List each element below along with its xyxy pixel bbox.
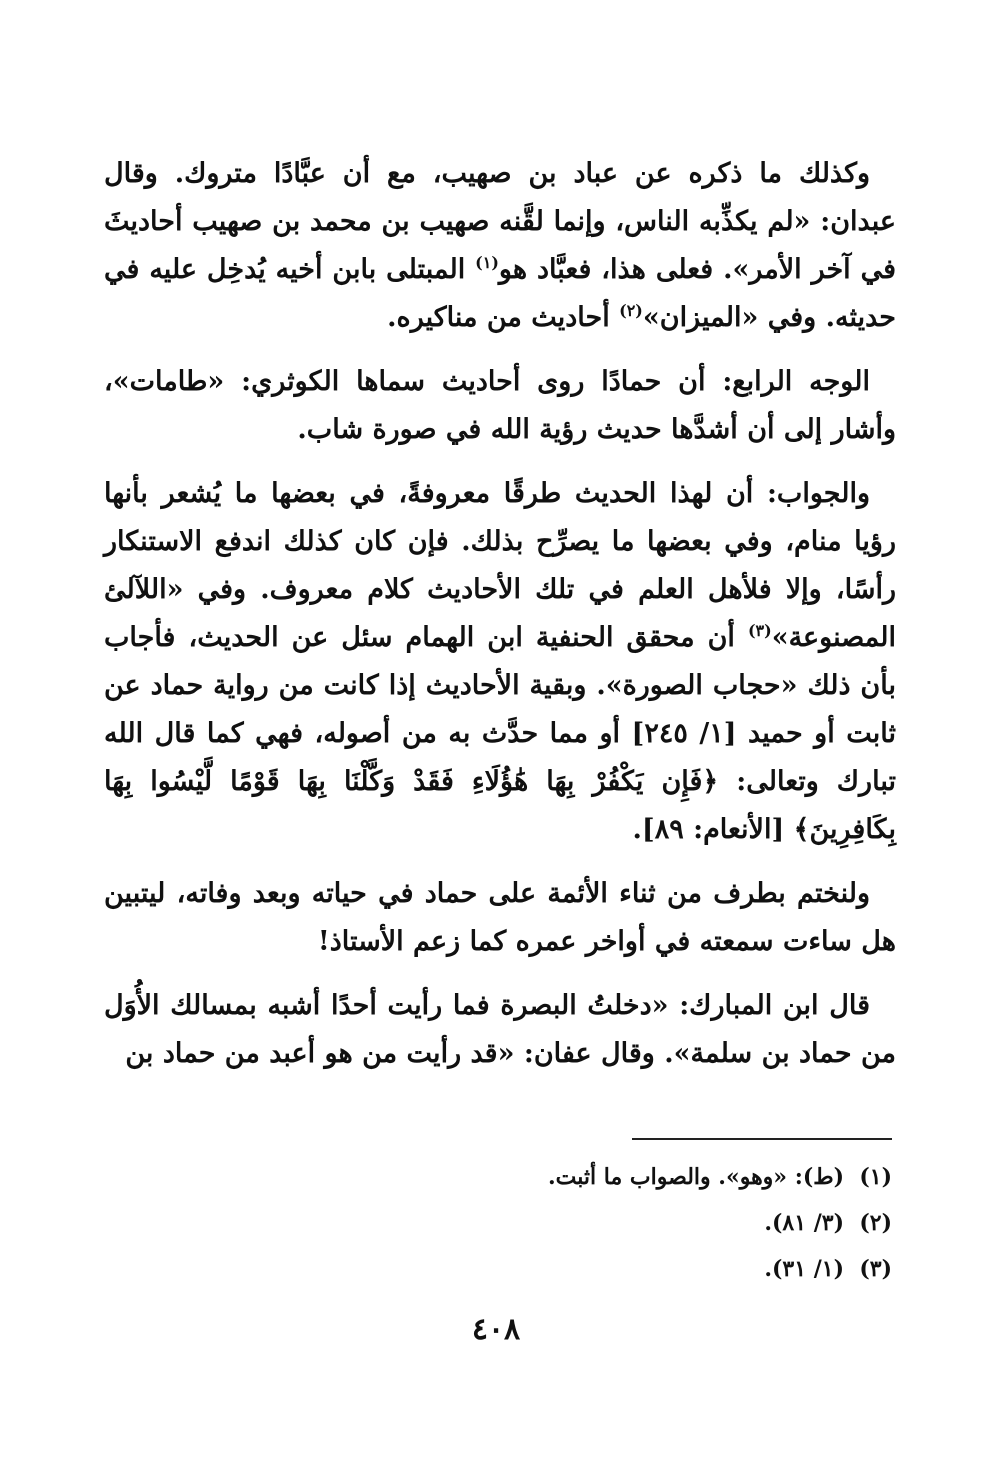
paragraph-text: : أن حمادًا روى أحاديث سماها الكوثري: «طامات»، وأشار إلى أن أشدَّها حديث رؤية الله في صورة شاب.: [104, 366, 896, 445]
paragraph-text: قال ابن المبارك: «دخلتُ البصرة فما رأيت أحدًا أشبه بمسالك الأُوَل من حماد بن سلمة». وقال عفان: «قد رأيت من هو أعبد من حماد بن: [104, 990, 896, 1069]
footnote-number: (٢): [859, 1210, 892, 1236]
paragraph-text: المبتلى بابن أخيه يُدخِل عليه في حديثه. وفي «الميزان»: [104, 254, 896, 333]
footnote-separator: [632, 1138, 892, 1140]
footnote-item: [104, 1154, 892, 1200]
paragraph-text: والجواب: أن لهذا الحديث طرقًا معروفةً، في بعضها ما يُشعر بأنها رؤيا منام، وفي بعضها ما يصرِّح بذلك. فإن كان كذلك اندفع الاستنكار رأسًا، وإلا فلأهل العلم في تلك الأحاديث كلام معروف. وفي «اللآلئ المصنوعة»: [104, 478, 896, 653]
footnotes: [104, 1154, 892, 1292]
page-number: ٤٠٨: [471, 1312, 521, 1347]
footnote-number: (١): [859, 1164, 892, 1190]
footnote-ref-2[interactable]: (٢): [619, 301, 643, 320]
paragraph-answer: [104, 470, 896, 854]
footnote-text: (١/ ٣١).: [764, 1256, 844, 1282]
footnote-ref-3[interactable]: (٣): [747, 621, 772, 640]
paragraph-text: ولنختم بطرف من ثناء الأئمة على حماد في حياته وبعد وفاته، ليتبين هل ساءت سمعته في أواخر عمره كما زعم الأستاذ!: [104, 878, 896, 957]
paragraph-praise-intro: [104, 870, 896, 966]
main-text: [104, 150, 896, 1078]
paragraph-fourth-aspect: [104, 358, 896, 454]
footnote-item: [104, 1200, 892, 1246]
paragraph-ibn-mubarak: [104, 982, 896, 1078]
section-heading-term: الوجه الرابع: [732, 366, 870, 397]
paragraph-text: أن محقق الحنفية ابن الهمام سئل عن الحديث، فأجاب بأن ذلك «حجاب الصورة». وبقية الأحاديث إذا كانت من رواية حماد عن ثابت أو حميد [١/ ٢٤٥] أو مما حدَّث به من أصوله، فهي كما قال الله تبارك وتعالى:: [104, 622, 897, 797]
footnote-text: (٣/ ٨١).: [764, 1210, 844, 1236]
verse-reference: [الأنعام: ٨٩].: [632, 814, 794, 845]
quran-verse: ﴿فَإِن يَكْفُرْ بِهَا هَٰؤُلَاءِ فَقَدْ وَكَّلْنَا بِهَا قَوْمًا لَّيْسُوا بِهَا بِكَافِرِينَ﴾: [104, 766, 896, 845]
footnote-ref-1[interactable]: (١): [475, 253, 499, 272]
footnote-item: [104, 1246, 892, 1292]
footnote-text: (ط): «وهو». والصواب ما أثبت.: [547, 1164, 844, 1190]
footnote-number: (٣): [859, 1256, 892, 1282]
paragraph-text: أحاديث من مناكيره.: [387, 302, 620, 333]
paragraph-text: وكذلك ما ذكره عن عباد بن صهيب، مع أن عبَّادًا متروك. وقال عبدان: «لم يكذِّبه الناس، وإنما لقَّنه صهيب بن محمد بن صهيب أحاديثَ في آخر الأمر». فعلى هذا، فعبَّاد هو: [104, 158, 896, 285]
paragraph-abbad: [104, 150, 896, 342]
